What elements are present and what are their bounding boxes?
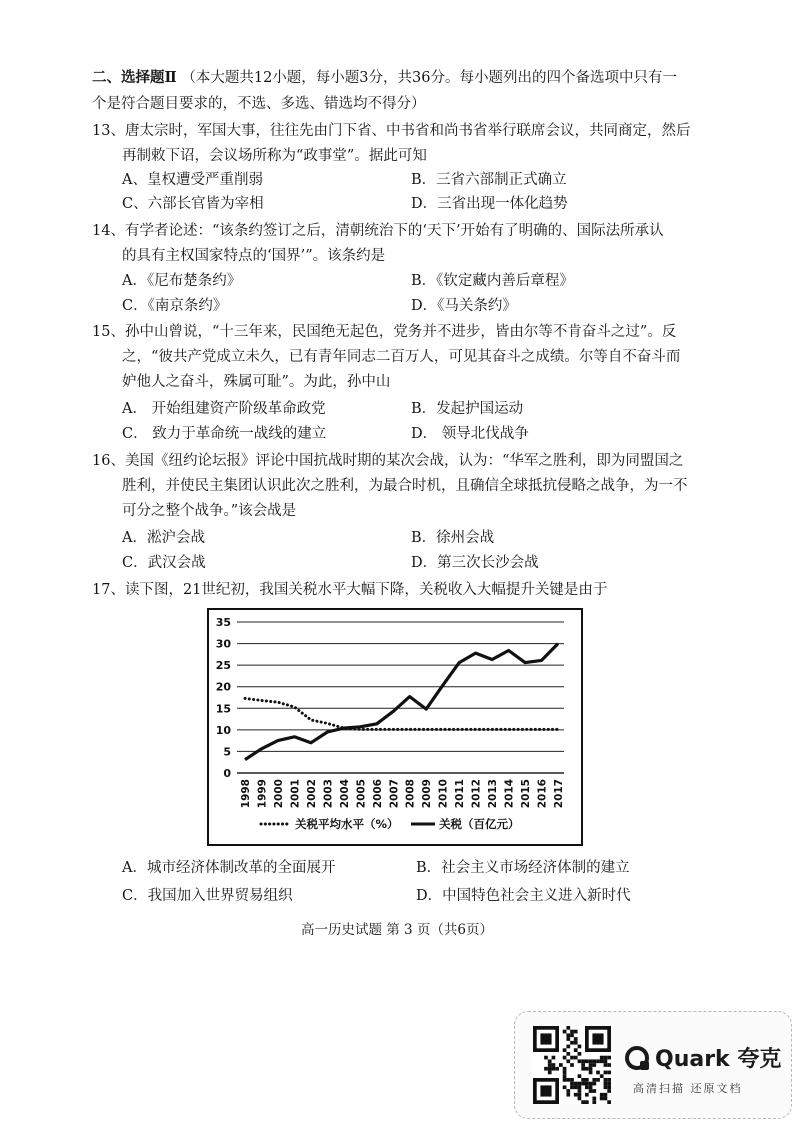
q16-option-b: B．徐州会战 [411,530,495,546]
y-tick-label: 0 [223,767,231,780]
tariff-chart [207,608,583,846]
legend-label-tariff-revenue: 关税（百亿元） [439,817,520,831]
question-15-line-1: 15、孙中山曾说，“十三年来，民国绝无起色，党务并不进步，皆由尔等不肯奋斗之过”。反 [92,324,677,340]
x-tick-label: 2008 [404,779,417,809]
x-tick-label: 2005 [355,779,368,809]
y-tick-label: 35 [215,616,231,629]
x-tick-label: 2010 [437,779,450,809]
x-tick-label: 2003 [322,779,335,809]
section-heading-title: 二、选择题Ⅱ [92,69,177,86]
q17-option-a: A．城市经济体制改革的全面展开 [122,860,336,876]
quark-logo [625,1042,781,1073]
y-tick-label: 5 [223,745,231,759]
x-tick-label: 2011 [454,779,467,809]
section-heading-line2: 个是符合题目要求的，不选、多选、错选均不得分） [92,96,426,112]
question-16-line-3: 可分之整个战争。”该会战是 [122,503,297,519]
y-tick-label: 30 [215,637,231,651]
x-tick-label: 2012 [470,779,483,809]
question-15-line-2: 之，“彼共产党成立未久，已有青年同志二百万人，可见其奋斗之成绩。尔等自不奋斗而 [122,349,681,365]
question-16-line-1: 16、美国《纽约论坛报》评论中国抗战时期的某次会战，认为：“华军之胜利，即为同盟国之 [92,453,684,469]
tariff-chart-svg [209,610,581,844]
x-tick-label: 2016 [536,779,549,809]
question-16-line-2: 胜利，并使民主集团认识此次之胜利，为最合时机，且确信全球抵抗侵略之战争，为一不 [122,478,688,494]
quark-brand: Quark 夸克 [655,1047,782,1072]
question-15-line-3: 妒他人之奋斗，殊属可耻”。为此，孙中山 [122,374,391,390]
x-tick-label: 2000 [272,779,285,809]
qr-code-icon [533,1026,611,1104]
q15-option-a: A． 开始组建资产阶级革命政党 [122,401,326,417]
y-tick-label: 25 [215,659,231,673]
x-tick-label: 1998 [240,779,252,809]
x-tick-label: 1999 [256,779,269,809]
x-tick-label: 2001 [289,779,302,809]
q13-option-a: A、皇权遭受严重削弱 [122,172,263,188]
question-14-line-1: 14、有学者论述：“该条约签订之后，清朝统治下的‘天下’开始有了明确的、国际法所承认 [92,223,664,239]
y-tick-label: 15 [215,702,231,716]
section-heading [92,68,677,88]
q16-option-d: D．第三次长沙会战 [411,555,539,571]
q16-option-c: C．武汉会战 [122,555,206,571]
legend-label-tariff-rate: 关税平均水平（%） [295,817,399,831]
x-tick-label: 2004 [338,779,351,809]
q14-option-d: D．《马关条约》 [411,298,517,314]
x-tick-label: 2006 [371,779,384,809]
x-tick-label: 2009 [421,779,434,809]
section-heading-instructions: （本大题共12小题，每小题3分，共36分。每小题列出的四个备选项中只有一 [181,70,677,86]
q14-option-b: B．《钦定藏内善后章程》 [411,273,574,289]
q16-option-a: A．淞沪会战 [122,530,205,546]
q17-option-b: B．社会主义市场经济体制的建立 [416,860,630,876]
page-footer: 高一历史试题 第 3 页（共6页） [300,922,494,938]
y-tick-label: 20 [215,680,231,694]
series-line-tariff-revenue [245,644,558,760]
x-tick-label: 2013 [487,779,500,809]
x-tick-label: 2017 [553,779,565,809]
q15-option-d: D． 领导北伐战争 [411,426,529,442]
y-tick-label: 10 [215,723,231,737]
q14-option-a: A．《尼布楚条约》 [122,273,242,289]
quark-logo-icon [625,1046,649,1070]
q15-option-c: C． 致力于革命统一战线的建立 [122,426,327,442]
q17-option-d: D．中国特色社会主义进入新时代 [416,888,631,904]
question-14-line-2: 的具有主权国家特点的‘国界’”。该条约是 [122,248,386,264]
x-tick-label: 2002 [305,779,318,809]
question-13-line-1: 13、唐太宗时，军国大事，往往先由门下省、中书省和尚书省举行联席会议，共同商定，然后 [92,123,691,139]
q13-option-c: C、六部长官皆为宰相 [122,196,264,212]
q15-option-b: B．发起护国运动 [411,401,524,417]
quark-tagline: 高清扫描 还原文档 [633,1082,743,1095]
x-tick-label: 2015 [520,779,533,809]
x-tick-label: 2007 [388,779,401,809]
q17-option-c: C．我国加入世界贸易组织 [122,888,293,904]
q14-option-c: C．《南京条约》 [122,298,228,314]
quark-scan-badge [514,1011,792,1119]
x-tick-label: 2014 [503,779,516,809]
q13-option-d: D．三省出现一体化趋势 [411,196,568,212]
question-13-line-2: 再制敕下诏，会议场所称为“政事堂”。据此可知 [122,148,427,164]
question-17-line-1: 17、读下图，21世纪初，我国关税水平大幅下降，关税收入大幅提升关键是由于 [92,582,608,598]
q13-option-b: B．三省六部制正式确立 [411,172,567,188]
